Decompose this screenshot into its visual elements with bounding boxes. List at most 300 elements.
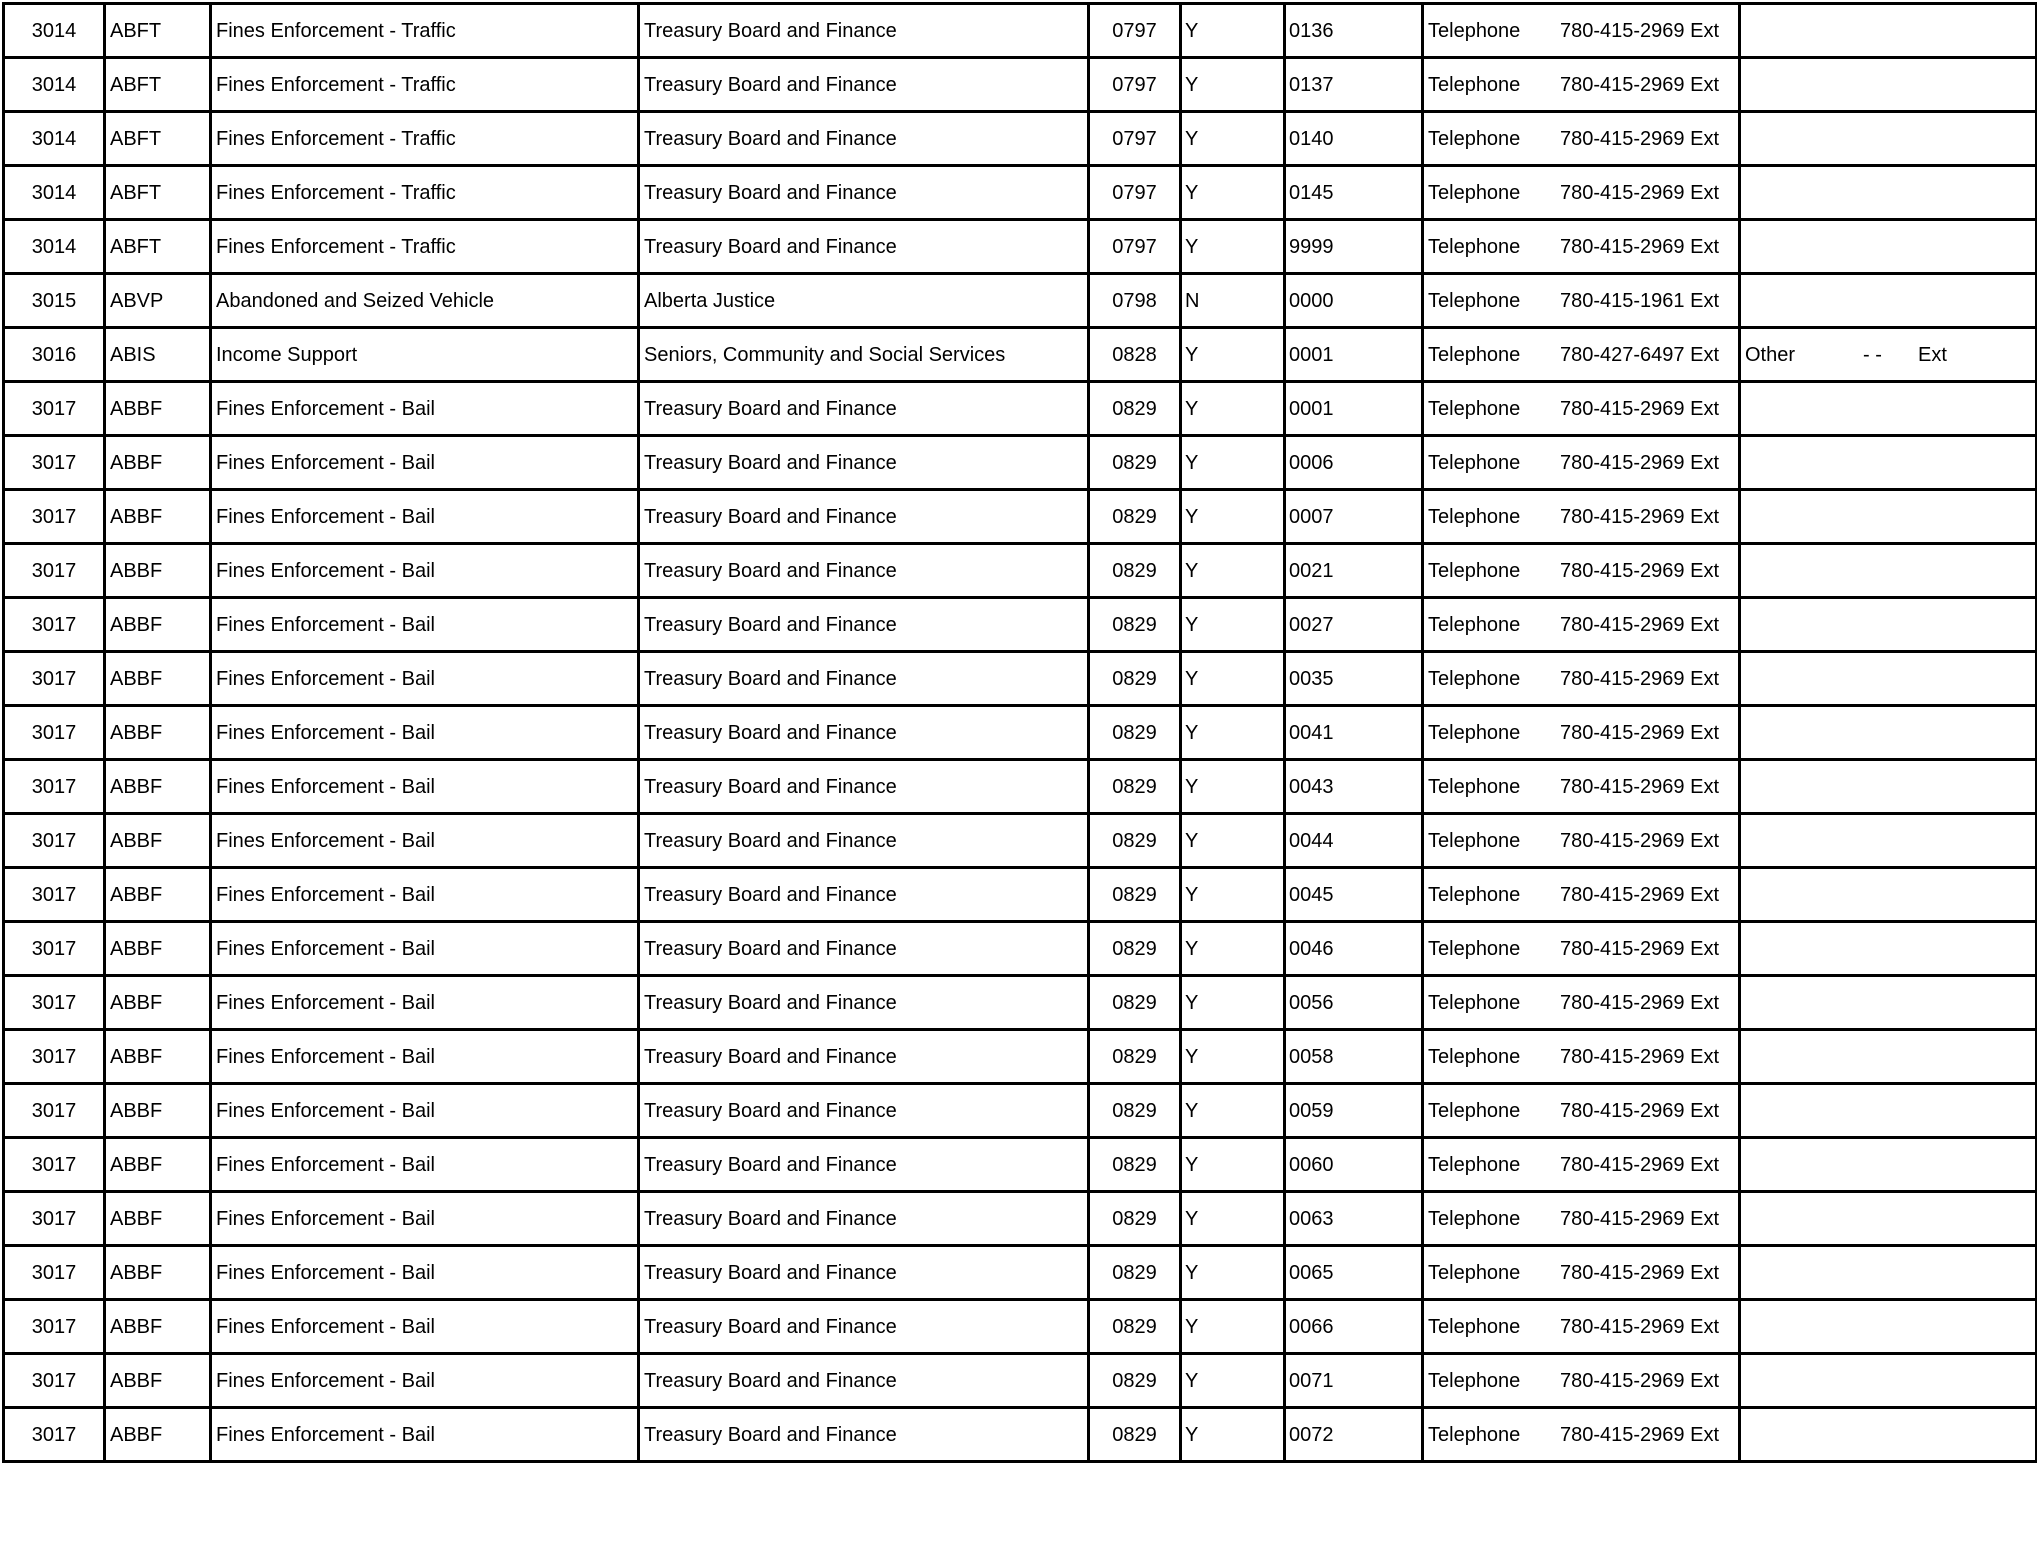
cell-ministry: Treasury Board and Finance [639, 1138, 1089, 1192]
cell-program: Fines Enforcement - Bail [211, 1138, 639, 1192]
cell-id: 3017 [4, 1300, 105, 1354]
cell-code: ABBF [105, 1354, 211, 1408]
cell-code: ABFT [105, 112, 211, 166]
cell-id: 3015 [4, 274, 105, 328]
table-row [4, 436, 2037, 490]
cell-ministry: Treasury Board and Finance [639, 1300, 1089, 1354]
cell-contact [1423, 1354, 1740, 1408]
cell-fund: 0829 [1089, 1408, 1181, 1462]
cell-contact [1423, 1246, 1740, 1300]
contact-type: Telephone [1428, 1207, 1521, 1230]
cell-flag: Y [1181, 1354, 1285, 1408]
cell-flag: Y [1181, 112, 1285, 166]
cell-program: Fines Enforcement - Bail [211, 706, 639, 760]
contact-phone: 780-415-2969 Ext [1560, 181, 1720, 204]
cell-program: Fines Enforcement - Bail [211, 976, 639, 1030]
cell-contact [1423, 598, 1740, 652]
cell-id: 3017 [4, 544, 105, 598]
contact-type: Telephone [1428, 1261, 1521, 1284]
cell-fund: 0829 [1089, 868, 1181, 922]
table-body [4, 4, 2037, 1462]
cell-program: Fines Enforcement - Bail [211, 1192, 639, 1246]
cell-flag: Y [1181, 1084, 1285, 1138]
cell-other-contact [1740, 274, 2037, 328]
cell-sub: 0060 [1285, 1138, 1423, 1192]
cell-flag: Y [1181, 1246, 1285, 1300]
cell-id: 3017 [4, 1084, 105, 1138]
cell-fund: 0829 [1089, 1246, 1181, 1300]
cell-flag: Y [1181, 544, 1285, 598]
table-row [4, 4, 2037, 58]
cell-sub: 0035 [1285, 652, 1423, 706]
cell-contact [1423, 382, 1740, 436]
cell-id: 3017 [4, 490, 105, 544]
cell-sub: 0137 [1285, 58, 1423, 112]
cell-code: ABFT [105, 58, 211, 112]
cell-ministry: Treasury Board and Finance [639, 760, 1089, 814]
table-row [4, 58, 2037, 112]
cell-fund: 0829 [1089, 1030, 1181, 1084]
cell-sub: 9999 [1285, 220, 1423, 274]
contact-phone: 780-415-2969 Ext [1560, 829, 1720, 852]
table-row [4, 544, 2037, 598]
cell-other-contact [1740, 760, 2037, 814]
cell-flag: Y [1181, 58, 1285, 112]
cell-ministry: Treasury Board and Finance [639, 922, 1089, 976]
contact-type: Telephone [1428, 181, 1521, 204]
cell-code: ABBF [105, 544, 211, 598]
cell-fund: 0797 [1089, 58, 1181, 112]
cell-flag: Y [1181, 328, 1285, 382]
contact-phone: 780-415-2969 Ext [1560, 613, 1720, 636]
cell-fund: 0829 [1089, 814, 1181, 868]
cell-program: Fines Enforcement - Bail [211, 1300, 639, 1354]
cell-contact [1423, 112, 1740, 166]
cell-code: ABBF [105, 1246, 211, 1300]
contact-phone: 780-415-2969 Ext [1560, 1045, 1720, 1068]
cell-contact [1423, 166, 1740, 220]
cell-contact [1423, 436, 1740, 490]
contact-phone: 780-415-2969 Ext [1560, 1369, 1720, 1392]
cell-ministry: Treasury Board and Finance [639, 382, 1089, 436]
cell-program: Fines Enforcement - Traffic [211, 166, 639, 220]
cell-other-contact [1740, 706, 2037, 760]
cell-program: Fines Enforcement - Bail [211, 1246, 639, 1300]
cell-id: 3017 [4, 382, 105, 436]
table-row [4, 1354, 2037, 1408]
cell-code: ABBF [105, 814, 211, 868]
cell-flag: Y [1181, 976, 1285, 1030]
cell-sub: 0021 [1285, 544, 1423, 598]
cell-id: 3017 [4, 922, 105, 976]
cell-program: Fines Enforcement - Traffic [211, 58, 639, 112]
cell-id: 3017 [4, 1030, 105, 1084]
cell-contact [1423, 868, 1740, 922]
contact-type: Telephone [1428, 289, 1521, 312]
contact-phone: 780-415-2969 Ext [1560, 73, 1720, 96]
cell-id: 3014 [4, 220, 105, 274]
cell-program: Income Support [211, 328, 639, 382]
cell-other-contact [1740, 976, 2037, 1030]
cell-other-contact [1740, 1192, 2037, 1246]
cell-program: Fines Enforcement - Bail [211, 1084, 639, 1138]
cell-other-contact [1740, 544, 2037, 598]
cell-ministry: Treasury Board and Finance [639, 706, 1089, 760]
cell-program: Fines Enforcement - Bail [211, 598, 639, 652]
contact-phone: 780-415-2969 Ext [1560, 1153, 1720, 1176]
contact-phone: 780-415-2969 Ext [1560, 451, 1720, 474]
contact-type: Telephone [1428, 1045, 1521, 1068]
cell-sub: 0145 [1285, 166, 1423, 220]
contact-type: Telephone [1428, 721, 1521, 744]
cell-fund: 0829 [1089, 976, 1181, 1030]
cell-other-contact [1740, 112, 2037, 166]
contact-type: Telephone [1428, 235, 1521, 258]
contact-type: Telephone [1428, 1099, 1521, 1122]
cell-contact [1423, 490, 1740, 544]
cell-id: 3017 [4, 976, 105, 1030]
cell-flag: Y [1181, 922, 1285, 976]
cell-code: ABFT [105, 4, 211, 58]
table-row [4, 382, 2037, 436]
cell-program: Fines Enforcement - Bail [211, 1408, 639, 1462]
cell-id: 3017 [4, 1192, 105, 1246]
table-row [4, 976, 2037, 1030]
table-row [4, 274, 2037, 328]
table-row [4, 1408, 2037, 1462]
contact-type: Telephone [1428, 667, 1521, 690]
cell-program: Fines Enforcement - Bail [211, 1030, 639, 1084]
cell-id: 3014 [4, 166, 105, 220]
cell-ministry: Seniors, Community and Social Services [639, 328, 1089, 382]
cell-sub: 0136 [1285, 4, 1423, 58]
contact-phone: 780-415-2969 Ext [1560, 235, 1720, 258]
cell-flag: Y [1181, 1138, 1285, 1192]
cell-sub: 0140 [1285, 112, 1423, 166]
cell-program: Fines Enforcement - Bail [211, 490, 639, 544]
cell-code: ABBF [105, 490, 211, 544]
contact-phone: 780-415-2969 Ext [1560, 1207, 1720, 1230]
cell-ministry: Treasury Board and Finance [639, 598, 1089, 652]
cell-fund: 0797 [1089, 112, 1181, 166]
cell-code: ABBF [105, 1030, 211, 1084]
cell-flag: N [1181, 274, 1285, 328]
cell-id: 3017 [4, 706, 105, 760]
table-row [4, 814, 2037, 868]
cell-fund: 0829 [1089, 382, 1181, 436]
cell-sub: 0006 [1285, 436, 1423, 490]
cell-program: Fines Enforcement - Bail [211, 544, 639, 598]
cell-sub: 0041 [1285, 706, 1423, 760]
cell-other-contact [1740, 1084, 2037, 1138]
cell-fund: 0829 [1089, 544, 1181, 598]
contact-type: Telephone [1428, 613, 1521, 636]
cell-ministry: Treasury Board and Finance [639, 976, 1089, 1030]
cell-contact [1423, 58, 1740, 112]
cell-ministry: Treasury Board and Finance [639, 490, 1089, 544]
cell-flag: Y [1181, 868, 1285, 922]
cell-fund: 0829 [1089, 706, 1181, 760]
contact-phone: 780-415-2969 Ext [1560, 991, 1720, 1014]
contact-type: Telephone [1428, 397, 1521, 420]
contact-type: Telephone [1428, 127, 1521, 150]
cell-sub: 0044 [1285, 814, 1423, 868]
cell-program: Fines Enforcement - Bail [211, 1354, 639, 1408]
table-row [4, 760, 2037, 814]
cell-code: ABIS [105, 328, 211, 382]
contact-type: Telephone [1428, 559, 1521, 582]
contact-type: Telephone [1428, 883, 1521, 906]
cell-contact [1423, 1084, 1740, 1138]
cell-other-contact [1740, 598, 2037, 652]
cell-fund: 0829 [1089, 436, 1181, 490]
cell-id: 3017 [4, 436, 105, 490]
cell-code: ABBF [105, 1192, 211, 1246]
cell-code: ABBF [105, 652, 211, 706]
cell-program: Fines Enforcement - Bail [211, 760, 639, 814]
cell-sub: 0066 [1285, 1300, 1423, 1354]
cell-sub: 0063 [1285, 1192, 1423, 1246]
cell-program: Fines Enforcement - Traffic [211, 4, 639, 58]
cell-flag: Y [1181, 814, 1285, 868]
cell-other-contact [1740, 1246, 2037, 1300]
table-row [4, 1084, 2037, 1138]
remittance-table [2, 2, 2037, 1463]
cell-other-contact [1740, 814, 2037, 868]
contact-phone: 780-415-2969 Ext [1560, 721, 1720, 744]
table-row [4, 328, 2037, 382]
cell-ministry: Treasury Board and Finance [639, 1246, 1089, 1300]
contact-phone: 780-415-2969 Ext [1560, 1423, 1720, 1446]
cell-ministry: Treasury Board and Finance [639, 868, 1089, 922]
cell-id: 3017 [4, 1354, 105, 1408]
cell-ministry: Treasury Board and Finance [639, 166, 1089, 220]
cell-program: Fines Enforcement - Traffic [211, 112, 639, 166]
table-row [4, 1030, 2037, 1084]
cell-fund: 0829 [1089, 652, 1181, 706]
cell-contact [1423, 814, 1740, 868]
cell-sub: 0056 [1285, 976, 1423, 1030]
cell-fund: 0829 [1089, 1084, 1181, 1138]
cell-sub: 0043 [1285, 760, 1423, 814]
cell-ministry: Treasury Board and Finance [639, 814, 1089, 868]
cell-ministry: Treasury Board and Finance [639, 436, 1089, 490]
cell-code: ABBF [105, 760, 211, 814]
cell-sub: 0071 [1285, 1354, 1423, 1408]
contact-type: Telephone [1428, 451, 1521, 474]
cell-flag: Y [1181, 1408, 1285, 1462]
cell-fund: 0829 [1089, 922, 1181, 976]
contact-type: Telephone [1428, 19, 1521, 42]
cell-contact [1423, 922, 1740, 976]
cell-sub: 0045 [1285, 868, 1423, 922]
cell-other-contact [1740, 1354, 2037, 1408]
contact-phone: 780-415-2969 Ext [1560, 505, 1720, 528]
cell-contact [1423, 220, 1740, 274]
cell-code: ABBF [105, 976, 211, 1030]
cell-id: 3017 [4, 1246, 105, 1300]
cell-flag: Y [1181, 166, 1285, 220]
table-row [4, 220, 2037, 274]
cell-id: 3017 [4, 1138, 105, 1192]
table-row [4, 1192, 2037, 1246]
cell-fund: 0797 [1089, 220, 1181, 274]
cell-flag: Y [1181, 652, 1285, 706]
cell-flag: Y [1181, 382, 1285, 436]
cell-code: ABVP [105, 274, 211, 328]
cell-code: ABBF [105, 436, 211, 490]
cell-id: 3014 [4, 58, 105, 112]
cell-code: ABFT [105, 166, 211, 220]
contact-phone: 780-415-2969 Ext [1560, 775, 1720, 798]
cell-id: 3017 [4, 598, 105, 652]
cell-id: 3017 [4, 814, 105, 868]
cell-sub: 0059 [1285, 1084, 1423, 1138]
cell-other-contact [1740, 652, 2037, 706]
cell-id: 3014 [4, 112, 105, 166]
contact-type: Telephone [1428, 1369, 1521, 1392]
cell-other-contact [1740, 4, 2037, 58]
cell-program: Abandoned and Seized Vehicle [211, 274, 639, 328]
contact-phone: 780-415-2969 Ext [1560, 883, 1720, 906]
cell-ministry: Treasury Board and Finance [639, 112, 1089, 166]
cell-sub: 0000 [1285, 274, 1423, 328]
cell-flag: Y [1181, 220, 1285, 274]
cell-code: ABBF [105, 382, 211, 436]
contact-phone: 780-415-2969 Ext [1560, 937, 1720, 960]
cell-program: Fines Enforcement - Bail [211, 652, 639, 706]
table-row [4, 1138, 2037, 1192]
cell-code: ABBF [105, 868, 211, 922]
cell-code: ABBF [105, 598, 211, 652]
contact-type: Telephone [1428, 505, 1521, 528]
contact-type: Telephone [1428, 1315, 1521, 1338]
contact-type: Telephone [1428, 937, 1521, 960]
table-row [4, 652, 2037, 706]
cell-other-contact [1740, 382, 2037, 436]
contact-type: Telephone [1428, 1153, 1521, 1176]
cell-fund: 0798 [1089, 274, 1181, 328]
contact-phone: 780-415-2969 Ext [1560, 1315, 1720, 1338]
cell-other-contact [1740, 868, 2037, 922]
cell-id: 3017 [4, 868, 105, 922]
cell-other-contact [1740, 328, 2037, 382]
cell-contact [1423, 274, 1740, 328]
table-row [4, 1246, 2037, 1300]
cell-other-contact [1740, 166, 2037, 220]
cell-fund: 0828 [1089, 328, 1181, 382]
cell-contact [1423, 328, 1740, 382]
cell-other-contact [1740, 58, 2037, 112]
cell-flag: Y [1181, 4, 1285, 58]
cell-code: ABBF [105, 1300, 211, 1354]
contact-phone: 780-415-2969 Ext [1560, 19, 1720, 42]
table-row [4, 598, 2037, 652]
table-row [4, 490, 2037, 544]
cell-ministry: Treasury Board and Finance [639, 4, 1089, 58]
cell-ministry: Treasury Board and Finance [639, 652, 1089, 706]
table-row [4, 112, 2037, 166]
cell-flag: Y [1181, 1192, 1285, 1246]
cell-fund: 0829 [1089, 1354, 1181, 1408]
cell-other-contact [1740, 1138, 2037, 1192]
cell-flag: Y [1181, 760, 1285, 814]
cell-sub: 0001 [1285, 328, 1423, 382]
contact-phone: 780-415-2969 Ext [1560, 1099, 1720, 1122]
cell-flag: Y [1181, 598, 1285, 652]
contact-phone: 780-415-2969 Ext [1560, 559, 1720, 582]
cell-contact [1423, 1138, 1740, 1192]
cell-sub: 0027 [1285, 598, 1423, 652]
cell-ministry: Treasury Board and Finance [639, 220, 1089, 274]
cell-fund: 0829 [1089, 490, 1181, 544]
cell-code: ABBF [105, 1408, 211, 1462]
cell-sub: 0065 [1285, 1246, 1423, 1300]
table-row [4, 166, 2037, 220]
cell-other-contact [1740, 922, 2037, 976]
cell-program: Fines Enforcement - Bail [211, 814, 639, 868]
cell-program: Fines Enforcement - Bail [211, 382, 639, 436]
cell-program: Fines Enforcement - Bail [211, 436, 639, 490]
contact-phone: 780-415-2969 Ext [1560, 127, 1720, 150]
cell-fund: 0829 [1089, 1138, 1181, 1192]
cell-code: ABBF [105, 1138, 211, 1192]
cell-program: Fines Enforcement - Bail [211, 868, 639, 922]
cell-fund: 0829 [1089, 1300, 1181, 1354]
cell-sub: 0007 [1285, 490, 1423, 544]
cell-contact [1423, 1192, 1740, 1246]
cell-other-contact [1740, 490, 2037, 544]
cell-ministry: Treasury Board and Finance [639, 58, 1089, 112]
cell-fund: 0797 [1089, 4, 1181, 58]
cell-id: 3014 [4, 4, 105, 58]
table-row [4, 922, 2037, 976]
cell-flag: Y [1181, 1030, 1285, 1084]
cell-contact [1423, 652, 1740, 706]
cell-sub: 0072 [1285, 1408, 1423, 1462]
contact-phone: 780-415-2969 Ext [1560, 667, 1720, 690]
contact-type: Telephone [1428, 343, 1521, 366]
cell-id: 3017 [4, 652, 105, 706]
cell-flag: Y [1181, 490, 1285, 544]
cell-id: 3017 [4, 760, 105, 814]
cell-flag: Y [1181, 706, 1285, 760]
cell-fund: 0797 [1089, 166, 1181, 220]
table-row [4, 1300, 2037, 1354]
contact-type: Telephone [1428, 1423, 1521, 1446]
contact-type: Telephone [1428, 991, 1521, 1014]
contact-phone: 780-427-6497 Ext [1560, 343, 1720, 366]
cell-contact [1423, 706, 1740, 760]
cell-fund: 0829 [1089, 1192, 1181, 1246]
contact-type: Telephone [1428, 73, 1521, 96]
other-contact-type: Other [1745, 343, 1796, 366]
cell-other-contact [1740, 436, 2037, 490]
cell-other-contact [1740, 1408, 2037, 1462]
cell-contact [1423, 544, 1740, 598]
cell-program: Fines Enforcement - Traffic [211, 220, 639, 274]
cell-id: 3017 [4, 1408, 105, 1462]
cell-flag: Y [1181, 436, 1285, 490]
other-contact-ext: Ext [1918, 343, 1947, 366]
cell-sub: 0046 [1285, 922, 1423, 976]
cell-ministry: Treasury Board and Finance [639, 1354, 1089, 1408]
cell-other-contact [1740, 220, 2037, 274]
cell-other-contact [1740, 1300, 2037, 1354]
cell-fund: 0829 [1089, 760, 1181, 814]
cell-contact [1423, 976, 1740, 1030]
cell-sub: 0058 [1285, 1030, 1423, 1084]
